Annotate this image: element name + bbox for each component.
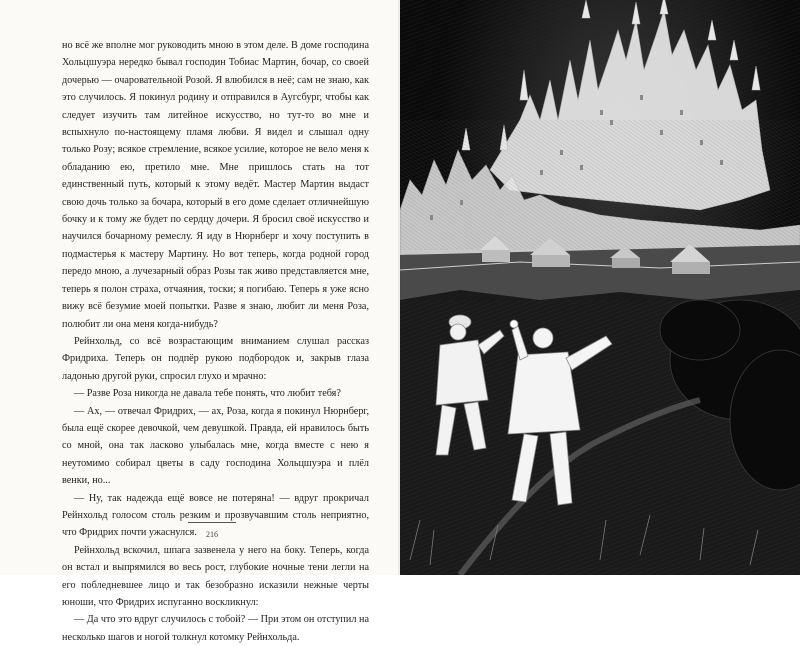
- paragraph-2: Рейнхольд, со всё возрастающим вниманием слушал рассказ Фридриха. Теперь он подпёр рукою подбородок и, закрыв глаза ладонью другой руки, спросил глухо и мрачно:: [62, 335, 369, 382]
- book-gutter: [398, 0, 402, 575]
- night-city-illustration: [400, 0, 800, 575]
- paragraph-1: но всё же вполне мог руководить мною в этом деле. В доме господина Хольцшуэра нередко бывал господин Тобиас Мартин, бочар, со своей дочерью — очаровательной Розой. Я влюбился в неё; сам не знаю, как это случилось. Я покинул родину и отправился в Аугсбург, чтобы как следует изучить там литейное искусство, но тут-то во мне и вспыхнуло по-настоящему пламя любви. Я видел и слышал одну только Розу; всякое стремление, всякое усилие, которое не вело меня к обладанию ею, претило мне. Мне пришлось стать на тот единственный путь, который к этому ведёт. Мастер Мартин выдаст свою дочь только за бочара, который в его доме сделает отличнейшую бочку и к тому же будет по сердцу дочери. Я бросил своё искусство и научился бочарному ремеслу. Я иду в Нюрнберг и хочу поступить в подмастерья к мастеру Мартину. Но вот теперь, когда родной город передо мною, а лучезарный образ Розы так живо представляется мне, теперь я полон страха, отчаяния, тоски; я погибаю. Теперь я уже ясно вижу всё безумие моей попытки. Разве я знаю, любит ли меня Роза, полюбит ли она меня когда-нибудь?: [62, 40, 369, 330]
- left-page: [0, 0, 400, 643]
- page-number: 216: [206, 530, 218, 539]
- paragraph-6: Рейнхольд вскочил, шпага зазвенела у него на боку. Теперь, когда он встал и выпрямился во весь рост, глубокие ночные тени легли на его побледневшее лицо и так безобразно исказили нежные черты юноши, что Фридрих испуганно воскликнул:: [62, 544, 369, 608]
- text-column: [62, 37, 369, 646]
- illustration-page: [400, 0, 800, 575]
- paragraph-4: — Ах, — отвечал Фридрих, — ах, Роза, когда я покинул Нюрнберг, была ещё скорее девочкой, чем девушкой. Правда, ей нравилось быть со мной, она так ласково улыбалась мне, когда вместе с нею я неутомимо собирал цветы в саду господина Хольцшуэра и плёл венки, но...: [62, 405, 369, 487]
- paragraph-3: — Разве Роза никогда не давала тебе понять, что любит тебя?: [74, 388, 341, 400]
- flower-icon: [510, 320, 518, 328]
- footer-rule: [188, 522, 236, 523]
- paragraph-5: — Ну, так надежда ещё вовсе не потеряна! — вдруг прокричал Рейнхольд голосом столь резким и прозвучавшим столь неприятно, что Фридрих почти ужаснулся.: [62, 492, 369, 539]
- paragraph-7: — Да что это вдруг случилось с тобой? — При этом он отступил на несколько шагов и ногой толкнул котомку Рейнхольда.: [62, 614, 369, 643]
